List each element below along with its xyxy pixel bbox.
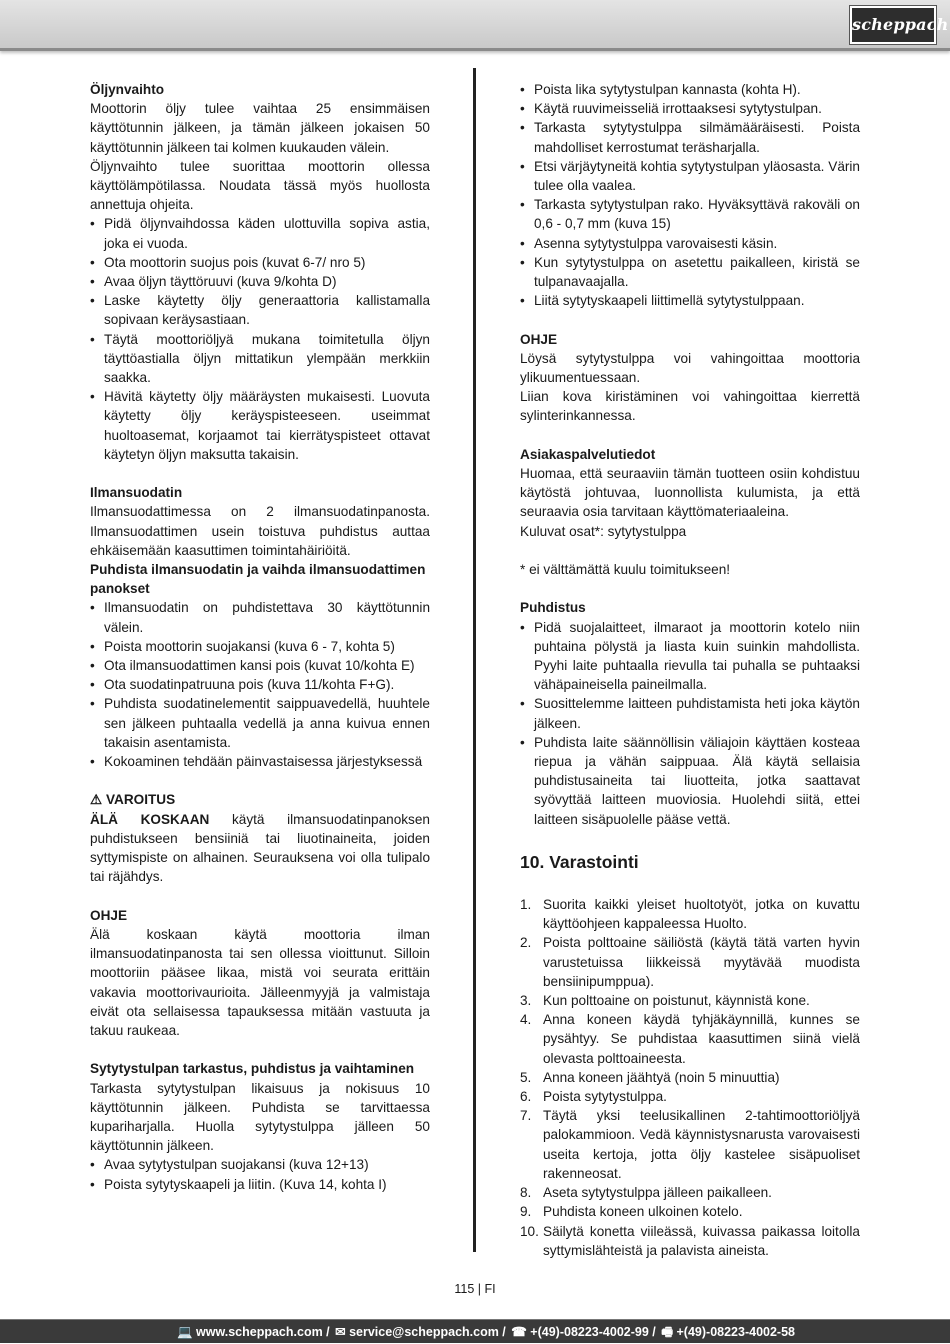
list-item: [520, 991, 860, 1010]
page-number: 115 | FI: [454, 1282, 496, 1296]
list-item: • Ota moottorin suojus pois (kuvat 6-7/ nro 5): [90, 253, 430, 272]
step-number: 2.: [520, 935, 532, 951]
list-item: • Etsi värjäytyneitä kohtia sytytystulpan yläosasta. Värin tulee olla vaalea.: [520, 157, 860, 195]
oil-change-paragraph: Moottorin öljy tulee vaihtaa 25 ensimmäisen käyttötunnin jälkeen, ja tämän jälkeen jokaisen 50 käyttötunnin jälkeen tai kolmen kuukauden välein.: [90, 101, 430, 155]
step-text: Aseta sytytystulppa jälleen paikalleen.: [543, 1185, 772, 1201]
list-item: • Liitä sytytyskaapeli liittimellä sytytystulppaan.: [520, 291, 860, 310]
spark-plug-list-continued: [520, 80, 860, 310]
contact-footer: [0, 1319, 950, 1343]
list-item: • Avaa sytytystulpan suojakansi (kuva 12+13): [90, 1155, 430, 1174]
email-link[interactable]: ✉ service@scheppach.com /: [335, 1325, 506, 1339]
list-item: [520, 933, 860, 991]
customer-service-footnote: * ei välttämättä kuulu toimitukseen!: [520, 562, 731, 578]
right-column: [520, 80, 860, 1260]
warning-text: käytä ilmansuodatinpanoksen puhdistukseen bensiiniä tai liuotinaineita, joiden syttymispiste on alhainen. Seurauksena voi olla tulipalo tai räjähdys.: [90, 811, 430, 885]
list-item: [520, 895, 860, 933]
cleaning-list: [520, 618, 860, 829]
header-bar: [0, 0, 950, 51]
list-item: • Poista sytytyskaapeli ja liitin. (Kuva 14, kohta I): [90, 1175, 430, 1194]
left-column: [90, 80, 430, 1194]
customer-service-paragraph: Kuluvat osat*: sytytystulppa: [520, 523, 687, 539]
air-filter-subheading: Puhdista ilmansuodatin ja vaihda ilmansuodattimen panokset: [90, 562, 426, 597]
list-item: • Poista moottorin suojakansi (kuva 6 - 7, kohta 5): [90, 637, 430, 656]
oil-change-heading: Öljynvaihto: [90, 82, 165, 97]
list-item: • Suosittelemme laitteen puhdistamista heti joka käytön jälkeen.: [520, 694, 860, 732]
warning-paragraph: [90, 810, 430, 887]
warning-heading: ⚠ VAROITUS: [90, 792, 176, 808]
customer-service-paragraph: Huomaa, että seuraaviin tämän tuotteen osiin kohdistuu käytöstä johtuvaa, luonnollista kulumista, ja että seuraavia osia tarvitaan käyttömateriaaleina.: [520, 466, 860, 520]
air-filter-heading: Ilmansuodatin: [90, 485, 183, 501]
column-divider: [473, 68, 476, 1252]
list-item: [520, 1222, 860, 1260]
list-item: • Ota ilmansuodattimen kansi pois (kuvat 10/kohta E): [90, 656, 430, 675]
step-text: Kun polttoaine on poistunut, käynnistä kone.: [543, 993, 810, 1009]
list-item: • Asenna sytytystulppa varovaisesti käsin.: [520, 234, 860, 253]
list-item: • Kun sytytystulppa on asetettu paikalleen, kiristä se tulpanavaajalla.: [520, 253, 860, 291]
step-text: Puhdista koneen ulkoinen kotelo.: [543, 1204, 743, 1220]
list-item: • Poista lika sytytystulpan kannasta (kohta H).: [520, 80, 860, 99]
list-item: • Avaa öljyn täyttöruuvi (kuva 9/kohta D): [90, 272, 430, 291]
spark-plug-heading: Sytytystulpan tarkastus, puhdistus ja vaihtaminen: [90, 1061, 415, 1077]
list-item: [520, 1106, 860, 1183]
list-item: • Tarkasta sytytystulpan rako. Hyväksyttävä rakoväli on 0,6 - 0,7 mm (kuva 15): [520, 195, 860, 233]
note-paragraph: Älä koskaan käytä moottoria ilman ilmansuodatinpanosta tai sen ollessa vioittunut. Silloin moottoriin pääsee likaa, mistä voi seurata erittäin vakavia moottorivaurioita. Jälleenmyyjä ja valmistaja eivät ota sellaisessa tapauksessa mitään vastuuta ja takuu raukeaa.: [90, 926, 430, 1038]
cleaning-heading: Puhdistus: [520, 600, 586, 616]
list-item: [520, 1068, 860, 1087]
phone-number: ☎ +(49)-08223-4002-99 /: [511, 1325, 656, 1339]
storage-steps-list: [520, 895, 860, 1260]
step-number: 10.: [520, 1223, 539, 1239]
list-item: • Puhdista laite säännöllisin väliajoin käyttäen kosteaa riepua ja vähän saippuaa. Älä käytä sellaisia puhdistusaineita tai liuotteita, jotka saattavat syövyttää laitteen muoviosia. Huolehdi siitä, ettei laitteen sisäpuolelle pääse vettä.: [520, 733, 860, 829]
step-number: 9.: [520, 1204, 532, 1220]
list-item: [520, 1202, 860, 1221]
step-number: 8.: [520, 1185, 532, 1201]
air-filter-paragraph: Ilmansuodattimessa on 2 ilmansuodatinpanosta. Ilmansuodattimen usein toistuva puhdistus auttaa ehkäisemään kaasuttimen toimintahäiriöitä.: [90, 504, 430, 558]
list-item: • Puhdista suodatinelementit saippuavedellä, huuhtele sen jälkeen puhtaalla vedellä ja anna kuivua ennen takaisin asentamista.: [90, 694, 430, 752]
step-text: Täytä yksi teelusikallinen 2-tahtimoottoriöljyä palokammioon. Vedä käynnistysnarusta varovaisesti useita kertoja, jotta öljy kastelee sisäpuoliset rakenneosat.: [543, 1108, 860, 1181]
note-paragraph: Löysä sytytystulppa voi vahingoittaa moottoria ylikuumentuessaan.: [520, 350, 860, 386]
step-number: 5.: [520, 1069, 532, 1085]
list-item: [520, 1183, 860, 1202]
step-text: Poista polttoaine säiliöstä (käytä tätä varten hyvin varustetuissa liikkeissä myytävää muodista bensiinipumppua).: [543, 935, 860, 989]
step-number: 1.: [520, 897, 532, 913]
warning-emphasis: ÄLÄ KOSKAAN: [90, 811, 210, 827]
step-number: 7.: [520, 1108, 532, 1124]
list-item: • Tarkasta sytytystulppa silmämääräisesti. Poista mahdolliset kerrostumat teräsharjalla.: [520, 118, 860, 156]
step-number: 4.: [520, 1012, 532, 1028]
note-heading: OHJE: [90, 907, 128, 923]
list-item: • Pidä suojalaitteet, ilmaraot ja moottorin kotelo niin puhtaina pölystä ja liasta kuin suinkin mahdollista. Pyyhi laite puhtaalla rievulla tai puhalla se puhtaaksi vähäpaineisella paineilmalla.: [520, 618, 860, 695]
step-text: Poista sytytystulppa.: [543, 1089, 667, 1105]
scheppach-logo: scheppach: [850, 6, 936, 44]
oil-change-paragraph: Öljynvaihto tulee suorittaa moottorin ollessa käyttölämpötilassa. Noudata tässä myös huollosta annettuja ohjeita.: [90, 158, 430, 213]
list-item: [520, 1087, 860, 1106]
step-number: 3.: [520, 993, 532, 1009]
list-item: • Hävitä käytetty öljy määräysten mukaisesti. Luovuta käytetty öljy keräyspisteeseen. useimmat huoltoasemat, korjaamot tai kierrätyspisteet ottavat käytetyn öljyn maksutta takaisin.: [90, 387, 430, 464]
list-item: • Ota suodatinpatruuna pois (kuva 11/kohta F+G).: [90, 675, 430, 694]
step-text: Anna koneen jäähtyä (noin 5 minuuttia): [543, 1069, 780, 1085]
spark-plug-paragraph: Tarkasta sytytystulpan likaisuus ja nokisuus 10 käyttötunnin jälkeen. Puhdista se tarvittaessa kupariharjalla. Huolla sytytystulppa jälleen 50 käyttötunnin jälkeen.: [90, 1080, 430, 1154]
customer-service-heading: Asiakaspalvelutiedot: [520, 446, 656, 462]
step-text: Säilytä konetta viileässä, kuivassa paikassa loitolla syttymislähteistä ja palavista aineista.: [543, 1223, 860, 1258]
step-text: Anna koneen käydä tyhjäkäynnillä, kunnes se pysähtyy. Se puhdistaa kaasuttimen siinä vielä olevasta polttoaineesta.: [543, 1012, 860, 1066]
list-item: • Ilmansuodatin on puhdistettava 30 käyttötunnin välein.: [90, 598, 430, 636]
fax-number: 🖷 +(49)-08223-4002-58: [661, 1325, 795, 1339]
list-item: • Kokoaminen tehdään päinvastaisessa järjestyksessä: [90, 752, 430, 771]
list-item: • Pidä öljynvaihdossa käden ulottuvilla sopiva astia, joka ei vuoda.: [90, 214, 430, 252]
list-item: • Käytä ruuvimeisseliä irrottaaksesi sytytystulpan.: [520, 99, 860, 118]
oil-change-list: [90, 214, 430, 464]
storage-section-title: 10. Varastointi: [520, 852, 639, 873]
spark-plug-list: [90, 1155, 430, 1193]
note-paragraph: Liian kova kiristäminen voi vahingoittaa kierrettä sylinterinkannessa.: [520, 389, 860, 424]
list-item: • Laske käytetty öljy generaattoria kallistamalla sopivaan keräysastiaan.: [90, 291, 430, 329]
step-number: 6.: [520, 1089, 532, 1105]
air-filter-list: [90, 598, 430, 771]
website-link[interactable]: 💻 www.scheppach.com /: [177, 1325, 330, 1339]
list-item: [520, 1010, 860, 1068]
list-item: • Täytä moottoriöljyä mukana toimitetulla öljyn täyttöastialla öljyn mittatikun ylempään merkkiin saakka.: [90, 330, 430, 388]
note-heading: OHJE: [520, 331, 558, 347]
step-text: Suorita kaikki yleiset huoltotyöt, jotka on kuvattu käyttöohjeen kappaleessa Huolto.: [543, 897, 860, 932]
